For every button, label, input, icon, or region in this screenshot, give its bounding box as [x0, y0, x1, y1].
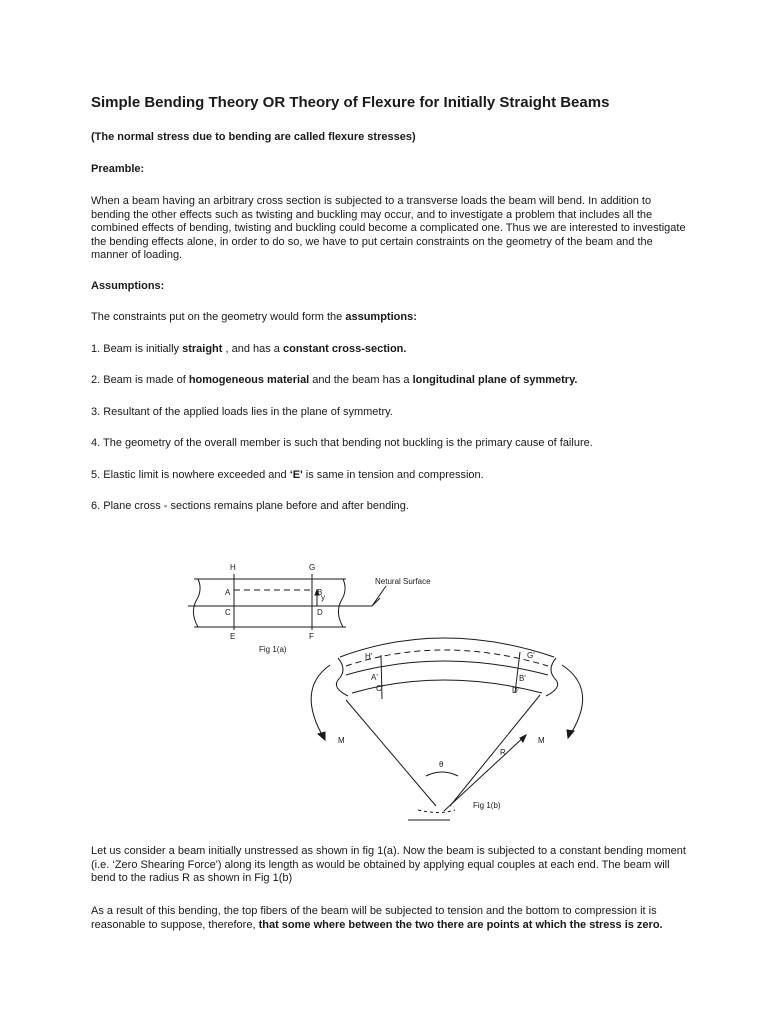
label-neutral-surface: Netural Surface — [375, 577, 431, 586]
label-M-right: M — [538, 736, 545, 745]
label-theta: θ — [439, 760, 444, 769]
assumptions-intro: The constraints put on the geometry would form the assumptions: — [91, 311, 417, 323]
label-y: y — [321, 593, 325, 602]
label-H-prime: H' — [365, 652, 373, 661]
paragraph-2: Let us consider a beam initially unstressed as shown in fig 1(a). Now the beam is subjected to a constant bending moment (i.e. ‘Zero Shearing Force') along its length as would be obtained by applying equal couples at each end. The beam will bend to the radius R as shown in Fig 1(b) — [91, 845, 686, 884]
label-A-prime: A' — [371, 673, 378, 682]
label-R: R — [500, 748, 506, 757]
label-F: F — [309, 632, 314, 641]
label-B: B — [317, 588, 323, 597]
label-E: E — [230, 632, 236, 641]
assumption-5: 5. Elastic limit is nowhere exceeded and ‘E' is same in tension and compression. — [91, 469, 484, 481]
assumption-1: 1. Beam is initially straight , and has a constant cross-section. — [91, 343, 407, 355]
assumption-6: 6. Plane cross - sections remains plane before and after bending. — [91, 500, 409, 512]
label-H: H — [230, 563, 236, 572]
page-title: Simple Bending Theory OR Theory of Flexure for Initially Straight Beams — [91, 94, 610, 111]
paragraph-3: As a result of this bending, the top fibers of the beam will be subjected to tension and the bottom to compression it is reasonable to suppose, therefore, that some where between the two there are points at which the stress is zero. — [91, 905, 663, 931]
preamble-heading: Preamble: — [91, 163, 145, 175]
assumption-4: 4. The geometry of the overall member is such that bending not buckling is the primary cause of failure. — [91, 437, 593, 449]
caption-fig-1a: Fig 1(a) — [259, 645, 287, 654]
assumption-2: 2. Beam is made of homogeneous material and the beam has a longitudinal plane of symmetry. — [91, 374, 578, 386]
bending-figure — [150, 560, 600, 830]
label-C-prime: C' — [376, 684, 384, 693]
assumption-3: 3. Resultant of the applied loads lies in the plane of symmetry. — [91, 406, 393, 418]
assumptions-heading: Assumptions: — [91, 280, 165, 292]
label-C: C — [225, 608, 231, 617]
subtitle: (The normal stress due to bending are called flexure stresses) — [91, 131, 416, 143]
label-A: A — [225, 588, 231, 597]
beam-bent — [311, 638, 582, 820]
label-G-prime: G' — [527, 651, 535, 660]
label-M-left: M — [338, 736, 345, 745]
label-D-prime: D' — [512, 686, 520, 695]
label-B-prime: B' — [519, 674, 526, 683]
label-D: D — [317, 608, 323, 617]
caption-fig-1b: Fig 1(b) — [473, 801, 501, 810]
preamble-text: When a beam having an arbitrary cross section is subjected to a transverse loads the beam will bend. In addition to bending the other effects such as twisting and buckling may occur, and to investigate a problem that includes all the combined effects of bending, twisting and buckling could become a complicated one. Thus we are interested to investigate the bending effects alone, in order to do so, we have to put certain constraints on the geometry of the beam and the manner of loading. — [91, 195, 686, 261]
label-G: G — [309, 563, 316, 572]
beam-straight — [188, 574, 386, 630]
